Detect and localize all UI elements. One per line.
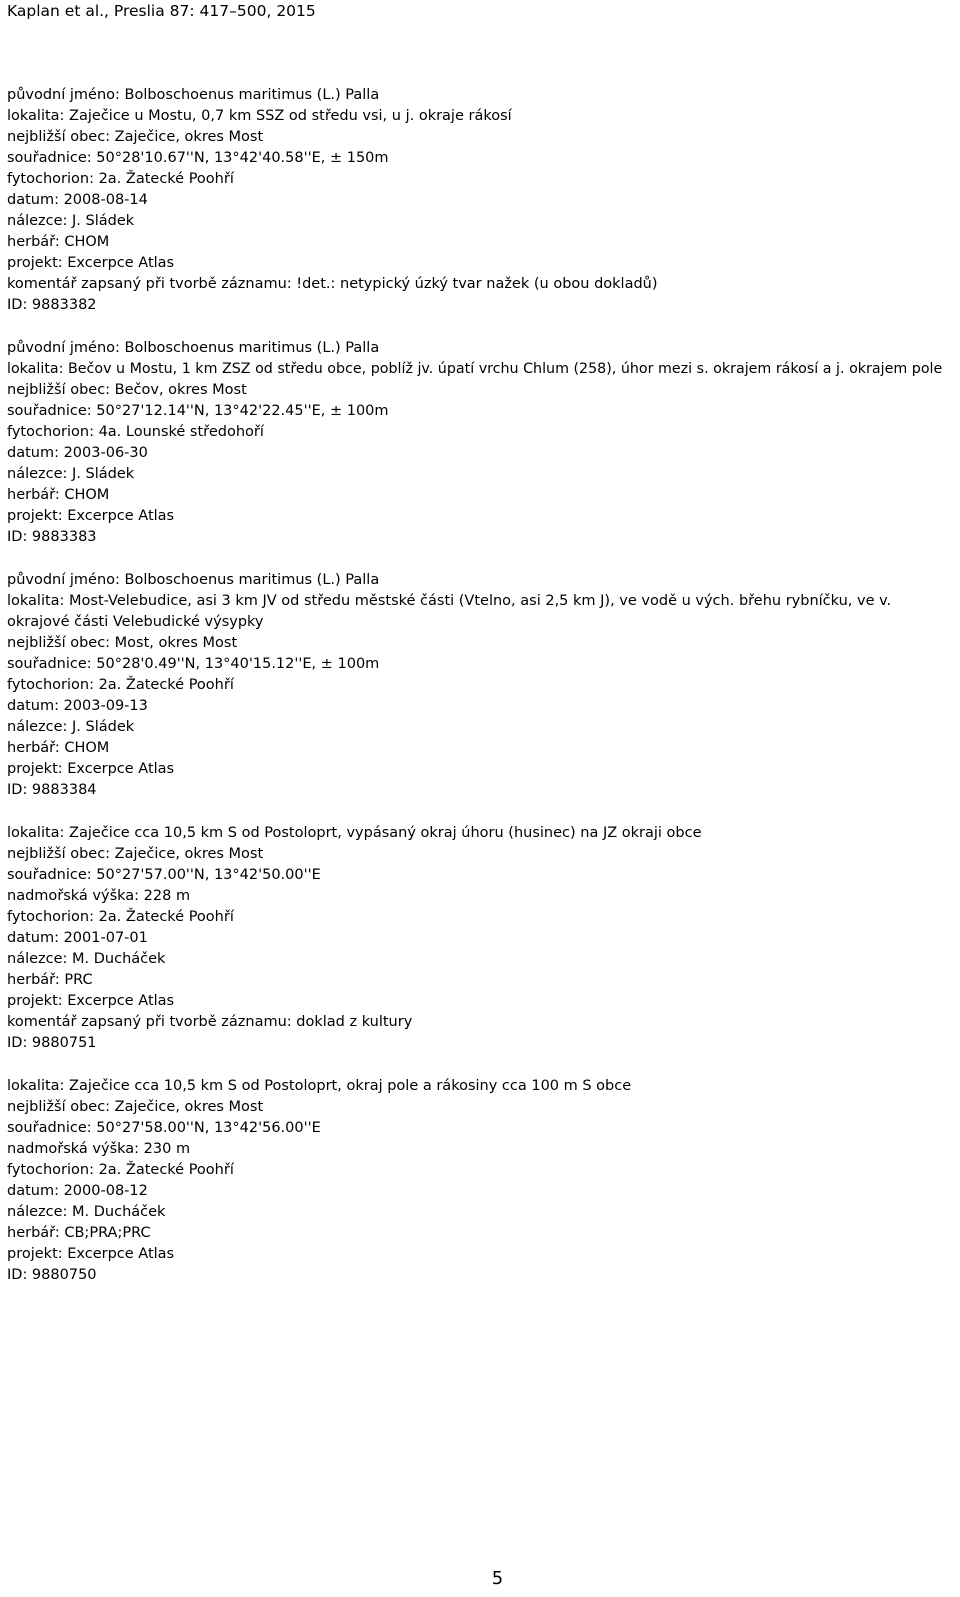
project: projekt: Excerpce Atlas [7, 255, 175, 271]
date: datum: 2003-09-13 [7, 698, 148, 714]
nearest-municipality: nejbližší obec: Bečov, okres Most [7, 382, 247, 398]
nearest-municipality: nejbližší obec: Zaječice, okres Most [7, 846, 264, 862]
collector: nálezce: M. Ducháček [7, 951, 166, 967]
phytochorion: fytochorion: 4a. Lounské středohoří [7, 424, 264, 440]
date: datum: 2003-06-30 [7, 445, 148, 461]
records-list [7, 85, 957, 1308]
record-id: ID: 9883382 [7, 297, 97, 313]
date: datum: 2008-08-14 [7, 192, 148, 208]
record-id: ID: 9880750 [7, 1267, 97, 1283]
locality: lokalita: Zaječice cca 10,5 km S od Postoloprt, vypásaný okraj úhoru (husinec) na JZ okraji obce [7, 825, 702, 841]
herbarium: herbář: CHOM [7, 487, 110, 503]
phytochorion: fytochorion: 2a. Žatecké Poohří [7, 677, 234, 693]
date: datum: 2000-08-12 [7, 1183, 148, 1199]
locality: lokalita: Most-Velebudice, asi 3 km JV od středu městské části (Vtelno, asi 2,5 km J), ve vodě u vých. břehu rybníčku, ve v. okrajové části Velebudické výsypky [7, 593, 892, 630]
original-name: původní jméno: Bolboschoenus maritimus (L.) Palla [7, 87, 380, 103]
nearest-municipality: nejbližší obec: Zaječice, okres Most [7, 1099, 264, 1115]
original-name: původní jméno: Bolboschoenus maritimus (L.) Palla [7, 340, 380, 356]
collector: nálezce: M. Ducháček [7, 1204, 166, 1220]
record [7, 85, 957, 316]
locality: lokalita: Zaječice u Mostu, 0,7 km SSZ od středu vsi, u j. okraje rákosí [7, 108, 512, 124]
coordinates: souřadnice: 50°27'57.00''N, 13°42'50.00''E [7, 867, 321, 883]
herbarium: herbář: CHOM [7, 740, 110, 756]
collector: nálezce: J. Sládek [7, 466, 135, 482]
project: projekt: Excerpce Atlas [7, 508, 175, 524]
locality: lokalita: Bečov u Mostu, 1 km ZSZ od středu obce, poblíž jv. úpatí vrchu Chlum (258), úhor mezi s. okrajem rákosí a j. okrajem pole [7, 361, 943, 377]
phytochorion: fytochorion: 2a. Žatecké Poohří [7, 1162, 234, 1178]
comment: komentář zapsaný při tvorbě záznamu: doklad z kultury [7, 1014, 413, 1030]
project: projekt: Excerpce Atlas [7, 761, 175, 777]
herbarium: herbář: PRC [7, 972, 93, 988]
record-id: ID: 9883383 [7, 529, 97, 545]
coordinates: souřadnice: 50°28'10.67''N, 13°42'40.58''E, ± 150m [7, 150, 389, 166]
coordinates: souřadnice: 50°27'58.00''N, 13°42'56.00''E [7, 1120, 321, 1136]
record [7, 823, 957, 1054]
phytochorion: fytochorion: 2a. Žatecké Poohří [7, 171, 234, 187]
herbarium: herbář: CB;PRA;PRC [7, 1225, 151, 1241]
comment: komentář zapsaný při tvorbě záznamu: !det.: netypický úzký tvar nažek (u obou dokladů) [7, 276, 658, 292]
nearest-municipality: nejbližší obec: Most, okres Most [7, 635, 238, 651]
phytochorion: fytochorion: 2a. Žatecké Poohří [7, 909, 234, 925]
project: projekt: Excerpce Atlas [7, 1246, 175, 1262]
record [7, 570, 957, 801]
nearest-municipality: nejbližší obec: Zaječice, okres Most [7, 129, 264, 145]
locality: lokalita: Zaječice cca 10,5 km S od Postoloprt, okraj pole a rákosiny cca 100 m S obce [7, 1078, 632, 1094]
page-header-citation: Kaplan et al., Preslia 87: 417–500, 2015 [7, 2, 316, 20]
original-name: původní jméno: Bolboschoenus maritimus (L.) Palla [7, 572, 380, 588]
collector: nálezce: J. Sládek [7, 719, 135, 735]
collector: nálezce: J. Sládek [7, 213, 135, 229]
record-id: ID: 9880751 [7, 1035, 97, 1051]
altitude: nadmořská výška: 230 m [7, 1141, 191, 1157]
record [7, 1076, 957, 1286]
coordinates: souřadnice: 50°27'12.14''N, 13°42'22.45''E, ± 100m [7, 403, 389, 419]
record-id: ID: 9883384 [7, 782, 97, 798]
page-number: 5 [491, 1568, 504, 1589]
herbarium: herbář: CHOM [7, 234, 110, 250]
coordinates: souřadnice: 50°28'0.49''N, 13°40'15.12''E, ± 100m [7, 656, 380, 672]
project: projekt: Excerpce Atlas [7, 993, 175, 1009]
altitude: nadmořská výška: 228 m [7, 888, 191, 904]
record [7, 338, 957, 548]
date: datum: 2001-07-01 [7, 930, 148, 946]
